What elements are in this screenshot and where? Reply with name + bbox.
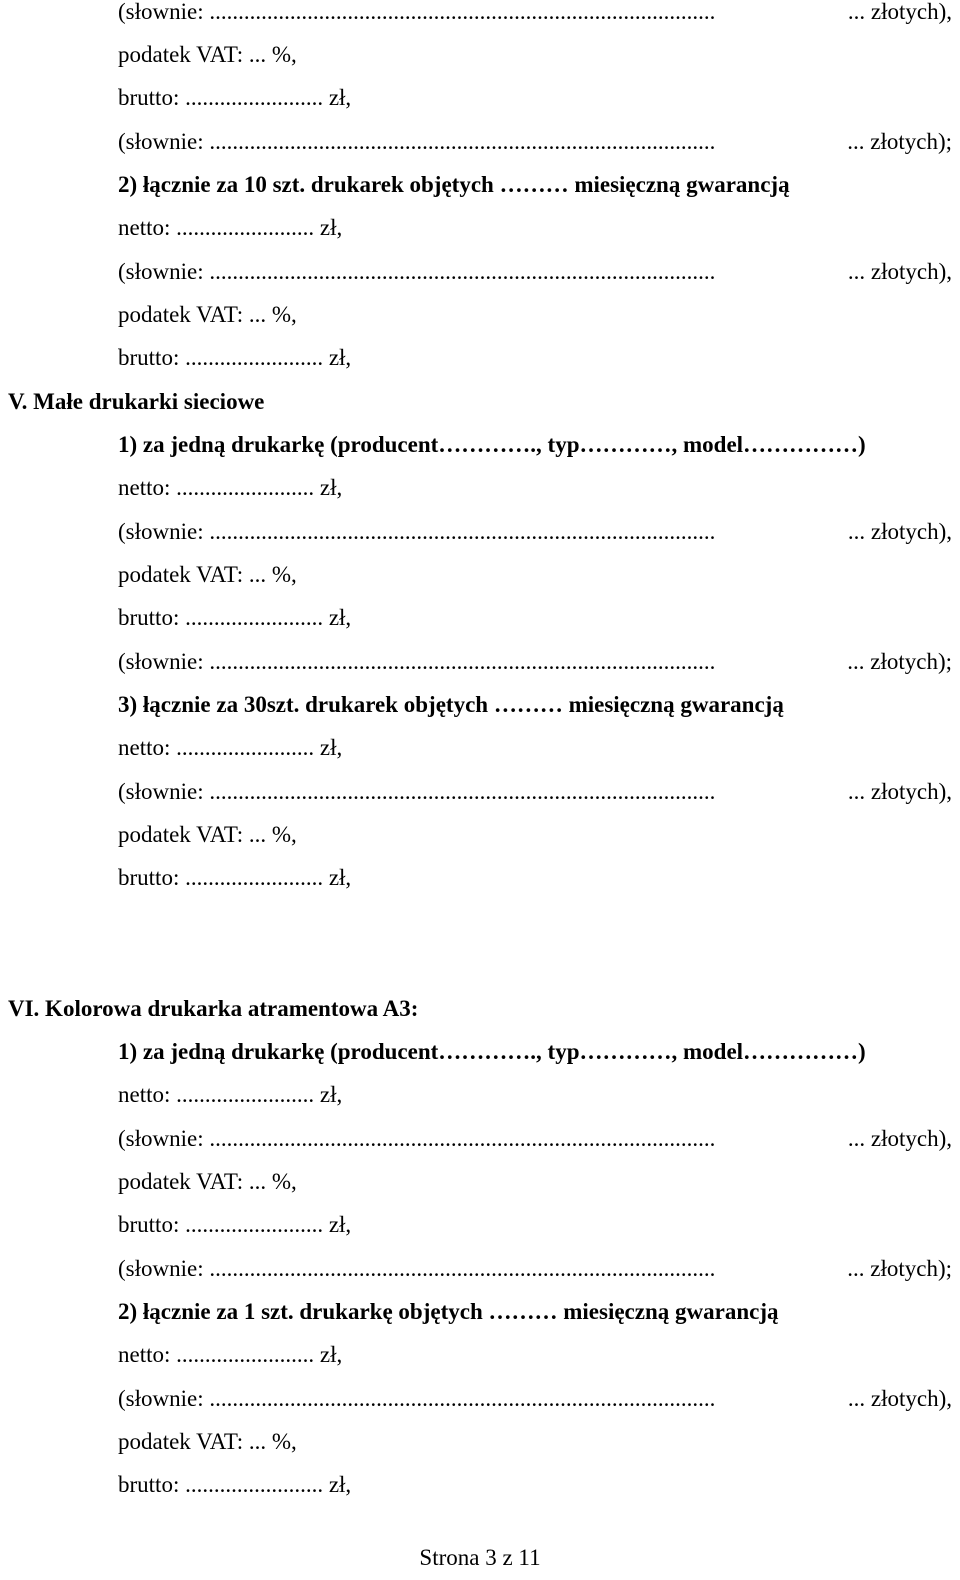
- netto-line: netto: ........................ zł,: [118, 475, 343, 500]
- slownie-line: [118, 258, 952, 286]
- slownie-label: (słownie: ........................................................................................: [118, 1126, 716, 1151]
- slownie-label: (słownie: ........................................................................................: [118, 259, 716, 284]
- slownie-label: (słownie: ........................................................................................: [118, 1256, 716, 1281]
- slownie-currency: ... złotych),: [847, 1386, 952, 1411]
- brutto-line: brutto: ........................ zł,: [118, 865, 352, 890]
- item-total-heading: 3) łącznie za 30szt. drukarek objętych ……… miesięczną gwarancją: [118, 692, 784, 717]
- item-unit-heading: 1) za jedną drukarkę (producent…………., typ…………, model……………): [118, 1039, 866, 1064]
- slownie-line: [118, 518, 952, 546]
- slownie-currency: ... złotych),: [847, 779, 952, 804]
- brutto-line: brutto: ........................ zł,: [118, 345, 352, 370]
- slownie-currency: ... złotych),: [847, 519, 952, 544]
- netto-line: netto: ........................ zł,: [118, 1082, 343, 1107]
- item-unit-heading: 1) za jedną drukarkę (producent…………., typ…………, model……………): [118, 432, 866, 457]
- slownie-label: (słownie: ........................................................................................: [118, 129, 716, 154]
- netto-line: netto: ........................ zł,: [118, 735, 343, 760]
- slownie-currency: ... złotych);: [847, 649, 952, 674]
- brutto-line: brutto: ........................ zł,: [118, 1472, 352, 1497]
- vat-line: podatek VAT: ... %,: [118, 562, 297, 587]
- slownie-line: [118, 1255, 952, 1283]
- slownie-label: (słownie: ........................................................................................: [118, 649, 716, 674]
- page-number: Strona 3 z 11: [419, 1545, 541, 1570]
- vat-line: podatek VAT: ... %,: [118, 42, 297, 67]
- slownie-label: (słownie: ........................................................................................: [118, 1386, 716, 1411]
- slownie-currency: ... złotych);: [847, 1256, 952, 1281]
- slownie-line: [118, 0, 952, 26]
- slownie-line: [118, 128, 952, 156]
- netto-line: netto: ........................ zł,: [118, 1342, 343, 1367]
- slownie-line: [118, 1385, 952, 1413]
- brutto-line: brutto: ........................ zł,: [118, 605, 352, 630]
- vat-line: podatek VAT: ... %,: [118, 1169, 297, 1194]
- slownie-currency: ... złotych);: [847, 129, 952, 154]
- netto-line: netto: ........................ zł,: [118, 215, 343, 240]
- slownie-currency: ... złotych),: [847, 0, 952, 24]
- section-v-heading: V. Małe drukarki sieciowe: [8, 389, 265, 414]
- item-total-heading: 2) łącznie za 1 szt. drukarkę objętych ……… miesięczną gwarancją: [118, 1299, 779, 1324]
- slownie-line: [118, 648, 952, 676]
- slownie-line: [118, 778, 952, 806]
- slownie-currency: ... złotych),: [847, 1126, 952, 1151]
- slownie-label: (słownie: ........................................................................................: [118, 519, 716, 544]
- slownie-label: (słownie: ........................................................................................: [118, 0, 716, 24]
- slownie-label: (słownie: ........................................................................................: [118, 779, 716, 804]
- slownie-line: [118, 1125, 952, 1153]
- brutto-line: brutto: ........................ zł,: [118, 85, 352, 110]
- section-vi-heading: VI. Kolorowa drukarka atramentowa A3:: [8, 996, 419, 1021]
- slownie-currency: ... złotych),: [847, 259, 952, 284]
- item-total-heading: 2) łącznie za 10 szt. drukarek objętych ……… miesięczną gwarancją: [118, 172, 790, 197]
- vat-line: podatek VAT: ... %,: [118, 1429, 297, 1454]
- vat-line: podatek VAT: ... %,: [118, 302, 297, 327]
- brutto-line: brutto: ........................ zł,: [118, 1212, 352, 1237]
- vat-line: podatek VAT: ... %,: [118, 822, 297, 847]
